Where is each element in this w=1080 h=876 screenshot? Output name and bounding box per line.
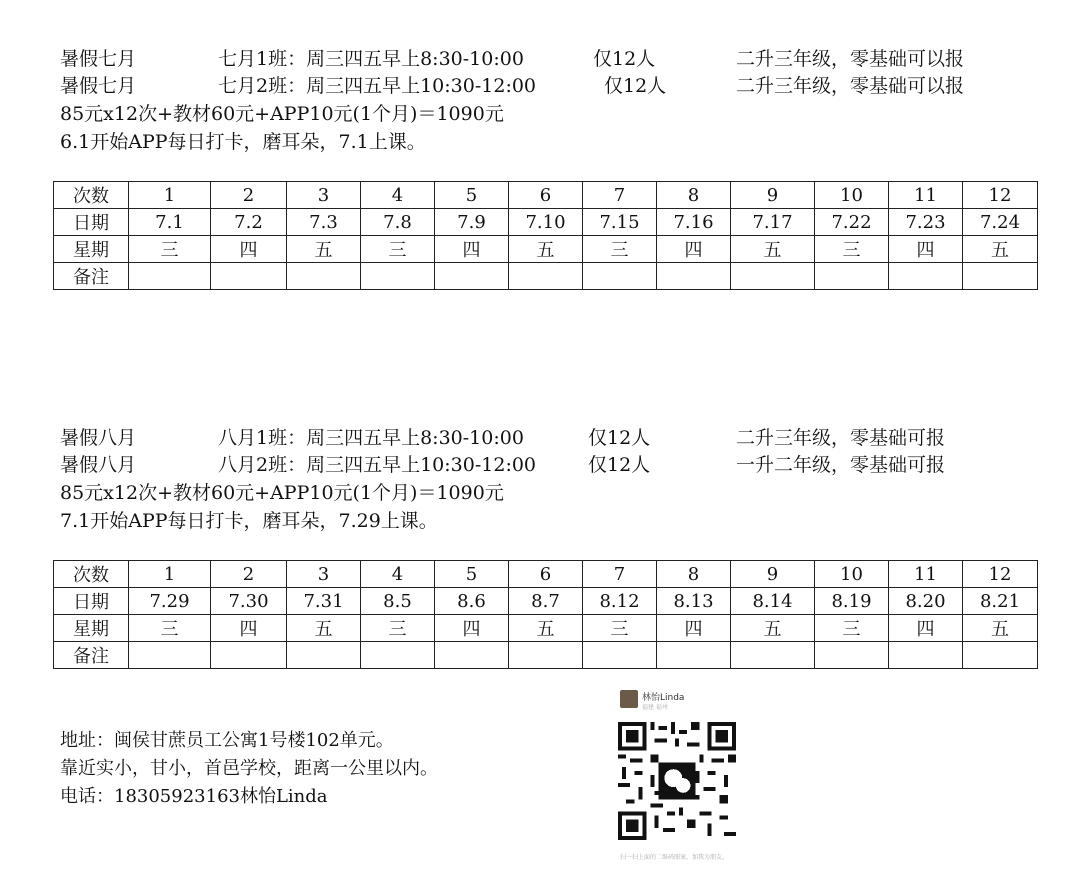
session-date: 8.21 — [963, 588, 1038, 615]
session-date: 8.19 — [815, 588, 889, 615]
session-weekday: 三 — [129, 236, 211, 263]
august-class2-capacity: 仅12人 — [588, 454, 651, 476]
session-number: 1 — [129, 561, 211, 588]
session-weekday: 五 — [287, 236, 361, 263]
remark-cell — [129, 642, 211, 669]
session-weekday: 三 — [815, 615, 889, 642]
row-label: 日期 — [54, 588, 129, 615]
session-number: 8 — [657, 561, 731, 588]
row-label: 次数 — [54, 182, 129, 209]
session-date: 7.15 — [583, 209, 657, 236]
july-class2-grade: 二升三年级，零基础可以报 — [736, 75, 965, 97]
session-number: 10 — [815, 182, 889, 209]
august-class2-term: 暑假八月 — [60, 454, 137, 476]
july-class1-grade: 二升三年级，零基础可以报 — [736, 48, 965, 70]
session-weekday: 四 — [211, 236, 287, 263]
session-number: 12 — [963, 182, 1038, 209]
remark-cell — [963, 263, 1038, 290]
qr-region-text: 福建 福州 — [642, 704, 668, 711]
session-weekday: 五 — [287, 615, 361, 642]
session-number: 12 — [963, 561, 1038, 588]
august-class2-grade: 一升二年级，零基础可报 — [736, 454, 946, 476]
remark-cell — [657, 642, 731, 669]
august-price: 85元x12次+教材60元+APP10元(1个月)＝1090元 — [60, 482, 504, 504]
row-label: 备注 — [54, 642, 129, 669]
session-weekday: 三 — [815, 236, 889, 263]
august-class1-schedule: 八月1班：周三四五早上8:30-10:00 — [218, 427, 524, 449]
remark-cell — [583, 263, 657, 290]
session-number: 8 — [657, 182, 731, 209]
remark-cell — [287, 263, 361, 290]
session-number: 4 — [361, 182, 435, 209]
august-schedule-table — [53, 560, 1038, 669]
remark-cell — [889, 263, 963, 290]
august-class1-grade: 二升三年级，零基础可报 — [736, 427, 946, 449]
session-number: 3 — [287, 561, 361, 588]
session-weekday: 三 — [361, 236, 435, 263]
session-date: 7.2 — [211, 209, 287, 236]
july-price: 85元x12次+教材60元+APP10元(1个月)＝1090元 — [60, 103, 504, 125]
session-weekday: 三 — [361, 615, 435, 642]
july-class2-capacity: 仅12人 — [604, 75, 667, 97]
session-number: 4 — [361, 561, 435, 588]
session-date: 8.14 — [731, 588, 815, 615]
table-row — [54, 615, 1038, 642]
qr-code[interactable] — [618, 722, 736, 840]
session-weekday: 三 — [583, 615, 657, 642]
july-schedule-table — [53, 181, 1038, 290]
qr-contact-name: 林怡Linda — [642, 693, 685, 703]
session-number: 2 — [211, 182, 287, 209]
session-weekday: 五 — [731, 236, 815, 263]
remark-cell — [287, 642, 361, 669]
row-label: 日期 — [54, 209, 129, 236]
session-weekday: 三 — [129, 615, 211, 642]
session-date: 8.5 — [361, 588, 435, 615]
remark-cell — [509, 642, 583, 669]
session-number: 5 — [435, 561, 509, 588]
august-class2-schedule: 八月2班：周三四五早上10:30-12:00 — [218, 454, 537, 476]
remark-cell — [435, 642, 509, 669]
session-number: 11 — [889, 561, 963, 588]
session-weekday: 五 — [963, 615, 1038, 642]
session-number: 1 — [129, 182, 211, 209]
august-class1-capacity: 仅12人 — [588, 427, 651, 449]
session-date: 8.20 — [889, 588, 963, 615]
session-date: 7.24 — [963, 209, 1038, 236]
august-note: 7.1开始APP每日打卡，磨耳朵，7.29上课。 — [60, 510, 438, 532]
table-row — [54, 182, 1038, 209]
session-weekday: 四 — [435, 236, 509, 263]
session-weekday: 五 — [963, 236, 1038, 263]
qr-caption: 扫一扫上面的二维码图案，加我为朋友。 — [620, 854, 729, 861]
row-label: 备注 — [54, 263, 129, 290]
remark-cell — [889, 642, 963, 669]
session-weekday: 四 — [889, 236, 963, 263]
session-date: 7.8 — [361, 209, 435, 236]
remark-cell — [815, 263, 889, 290]
session-date: 8.7 — [509, 588, 583, 615]
july-class2-term: 暑假七月 — [60, 75, 137, 97]
session-number: 5 — [435, 182, 509, 209]
session-date: 7.10 — [509, 209, 583, 236]
session-number: 11 — [889, 182, 963, 209]
table-row — [54, 263, 1038, 290]
remark-cell — [435, 263, 509, 290]
july-class1-schedule: 七月1班：周三四五早上8:30-10:00 — [218, 48, 524, 70]
session-number: 9 — [731, 182, 815, 209]
session-date: 7.9 — [435, 209, 509, 236]
session-weekday: 四 — [435, 615, 509, 642]
session-date: 7.29 — [129, 588, 211, 615]
session-number: 3 — [287, 182, 361, 209]
july-note: 6.1开始APP每日打卡，磨耳朵，7.1上课。 — [60, 131, 426, 153]
row-label: 星期 — [54, 615, 129, 642]
wechat-qr-card — [610, 686, 750, 866]
session-number: 6 — [509, 182, 583, 209]
phone-text: 电话：18305923163林怡Linda — [60, 786, 328, 807]
remark-cell — [361, 263, 435, 290]
session-weekday: 五 — [509, 236, 583, 263]
session-date: 7.16 — [657, 209, 731, 236]
session-weekday: 五 — [731, 615, 815, 642]
session-date: 8.12 — [583, 588, 657, 615]
remark-cell — [361, 642, 435, 669]
session-weekday: 三 — [583, 236, 657, 263]
session-date: 7.3 — [287, 209, 361, 236]
avatar — [620, 690, 638, 708]
session-date: 7.22 — [815, 209, 889, 236]
remark-cell — [731, 642, 815, 669]
remark-cell — [657, 263, 731, 290]
session-number: 7 — [583, 561, 657, 588]
july-class2-schedule: 七月2班：周三四五早上10:30-12:00 — [218, 75, 537, 97]
session-date: 7.17 — [731, 209, 815, 236]
table-row — [54, 236, 1038, 263]
session-number: 2 — [211, 561, 287, 588]
session-number: 6 — [509, 561, 583, 588]
session-date: 7.31 — [287, 588, 361, 615]
table-row — [54, 561, 1038, 588]
session-weekday: 四 — [211, 615, 287, 642]
session-date: 7.30 — [211, 588, 287, 615]
session-date: 8.13 — [657, 588, 731, 615]
august-class1-term: 暑假八月 — [60, 427, 137, 449]
remark-cell — [583, 642, 657, 669]
table-row — [54, 209, 1038, 236]
session-weekday: 四 — [889, 615, 963, 642]
remark-cell — [963, 642, 1038, 669]
remark-cell — [129, 263, 211, 290]
session-number: 10 — [815, 561, 889, 588]
remark-cell — [211, 263, 287, 290]
nearby-schools-text: 靠近实小，甘小，首邑学校，距离一公里以内。 — [60, 758, 438, 779]
remark-cell — [509, 263, 583, 290]
july-class1-capacity: 仅12人 — [593, 48, 656, 70]
session-date: 7.23 — [889, 209, 963, 236]
table-row — [54, 588, 1038, 615]
address-text: 地址：闽侯甘蔗员工公寓1号楼102单元。 — [60, 730, 394, 751]
session-weekday: 五 — [509, 615, 583, 642]
remark-cell — [211, 642, 287, 669]
session-date: 7.1 — [129, 209, 211, 236]
session-weekday: 四 — [657, 615, 731, 642]
remark-cell — [731, 263, 815, 290]
row-label: 星期 — [54, 236, 129, 263]
remark-cell — [815, 642, 889, 669]
table-row — [54, 642, 1038, 669]
row-label: 次数 — [54, 561, 129, 588]
session-number: 7 — [583, 182, 657, 209]
july-class1-term: 暑假七月 — [60, 48, 137, 70]
session-date: 8.6 — [435, 588, 509, 615]
session-number: 9 — [731, 561, 815, 588]
session-weekday: 四 — [657, 236, 731, 263]
